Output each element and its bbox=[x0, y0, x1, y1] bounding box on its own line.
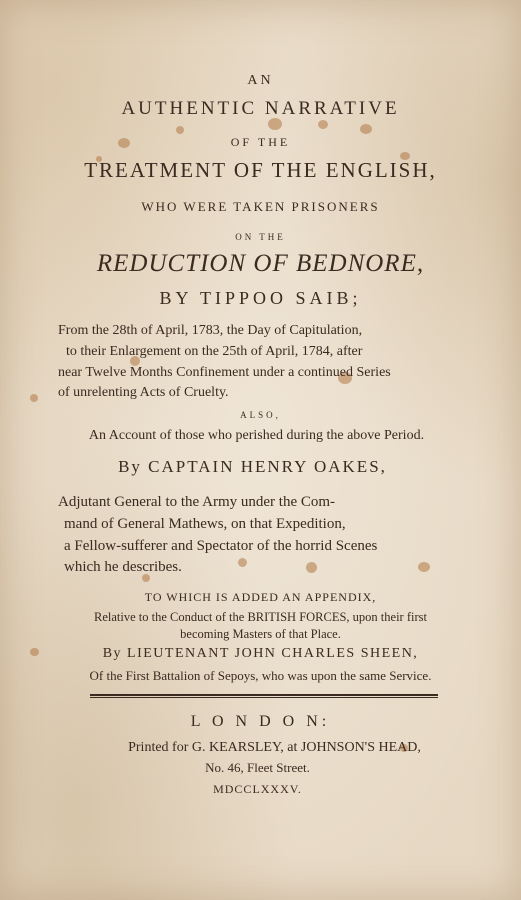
text-line: which he describes. bbox=[64, 559, 182, 575]
heading-by-lieutenant: By LIEUTENANT JOHN CHARLES SHEEN, bbox=[102, 646, 419, 661]
text-first-battalion: Of the First Battalion of Sepoys, who was upon the same Service. bbox=[89, 668, 432, 683]
imprint-printer: Printed for G. KEARSLEY, at JOHNSON'S HEAD, bbox=[128, 740, 421, 755]
text-relative: becoming Masters of that Place. bbox=[180, 627, 341, 641]
text-line: a Fellow-sufferer and Spectator of the horrid Scenes bbox=[64, 538, 378, 554]
foxing-spot bbox=[360, 124, 372, 134]
text-line: From the 28th of April, 1783, the Day of Capitulation, bbox=[58, 323, 363, 338]
heading-authentic-narrative: AUTHENTIC NARRATIVE bbox=[121, 98, 400, 119]
text-line: mand of General Mathews, on that Expedition, bbox=[64, 516, 346, 532]
heading-reduction: REDUCTION OF BEDNORE, bbox=[96, 250, 425, 277]
heading-also: ALSO, bbox=[240, 410, 281, 420]
text-line: Adjutant General to the Army under the Com- bbox=[58, 494, 336, 510]
heading-who-were-taken: WHO WERE TAKEN PRISONERS bbox=[141, 199, 380, 214]
heading-by-tippoo: BY TIPPOO SAIB; bbox=[159, 288, 362, 308]
imprint-place: L O N D O N: bbox=[190, 713, 331, 730]
divider-rule bbox=[90, 694, 438, 698]
heading-of-the: OF THE bbox=[230, 135, 291, 149]
text-line: near Twelve Months Confinement under a continued Series bbox=[58, 365, 391, 380]
text-line: of unrelenting Acts of Cruelty. bbox=[58, 385, 229, 400]
imprint-address: No. 46, Fleet Street. bbox=[205, 760, 310, 775]
text-relative: Relative to the Conduct of the BRITISH FORCES, upon their first bbox=[94, 610, 427, 624]
heading-appendix: TO WHICH IS ADDED AN APPENDIX, bbox=[144, 590, 377, 604]
heading-an: AN bbox=[247, 73, 274, 88]
foxing-spot bbox=[176, 126, 184, 134]
text-line: to their Enlargement on the 25th of April, 1784, after bbox=[66, 344, 363, 359]
heading-treatment: TREATMENT OF THE ENGLISH, bbox=[84, 158, 437, 182]
imprint-date: MDCCLXXXV. bbox=[213, 782, 302, 796]
foxing-spot bbox=[318, 120, 328, 129]
heading-on-the: ON THE bbox=[235, 232, 286, 242]
heading-by-captain: By CAPTAIN HENRY OAKES, bbox=[118, 457, 387, 476]
foxing-spot bbox=[30, 394, 38, 402]
text-account: An Account of those who perished during the above Period. bbox=[88, 428, 425, 443]
